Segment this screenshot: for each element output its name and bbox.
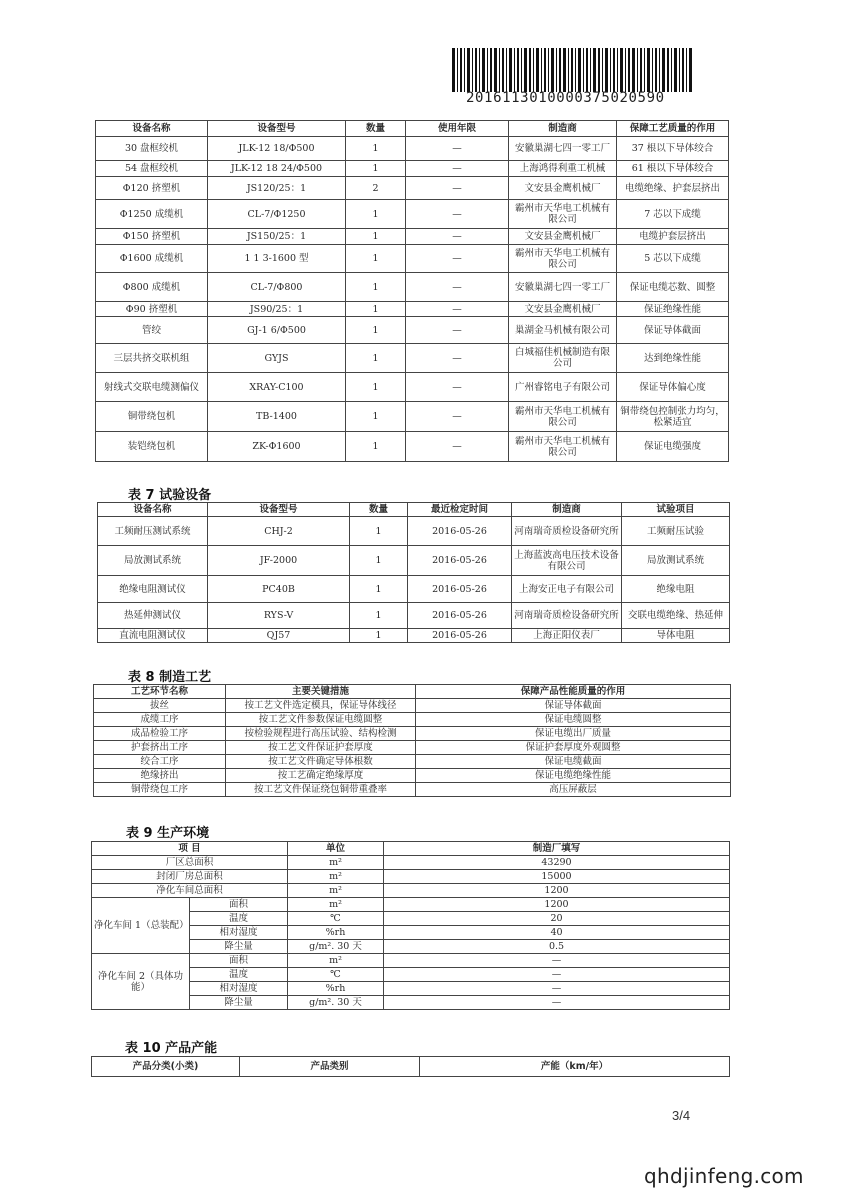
- table-cell: 装铠绕包机: [96, 432, 208, 462]
- column-header: 设备型号: [208, 503, 350, 517]
- table-cell: —: [406, 273, 509, 302]
- table-cell: 保证导体截面: [617, 317, 729, 344]
- table-cell: —: [384, 982, 730, 996]
- section-title-table8: 表 8 制造工艺: [128, 670, 212, 685]
- table-cell: 霸州市天华电工机械有限公司: [509, 432, 617, 462]
- table-cell: 按检验规程进行高压试验、结构检测: [226, 727, 416, 741]
- table-cell: 直流电阻测试仪: [98, 629, 208, 643]
- table-cell: JF-2000: [208, 546, 350, 576]
- capacity-table: [91, 1056, 730, 1077]
- table-cell: 1: [346, 344, 406, 373]
- table-cell: 白城福佳机械制造有限公司: [509, 344, 617, 373]
- table-cell: 射线式交联电缆测偏仪: [96, 373, 208, 402]
- table-cell: 上海安正电子有限公司: [512, 576, 622, 603]
- table-cell: 导体电阻: [622, 629, 730, 643]
- table-cell: —: [406, 229, 509, 245]
- table-cell: 绝缘电阻: [622, 576, 730, 603]
- table-row: [96, 245, 729, 273]
- section-title-table10: 表 10 产品产能: [125, 1041, 218, 1056]
- table-row: [92, 884, 730, 898]
- table-cell: 面积: [190, 898, 288, 912]
- page-number: 3/4: [672, 1108, 691, 1123]
- table-header-row: [92, 842, 730, 856]
- column-header: 最近检定时间: [408, 503, 512, 517]
- table-cell: 文安县金鹰机械厂: [509, 177, 617, 200]
- table-row: [92, 870, 730, 884]
- column-header: 产能（km/年）: [420, 1057, 730, 1077]
- table-row: [94, 769, 731, 783]
- table-cell: 巢湖金马机械有限公司: [509, 317, 617, 344]
- table-cell: —: [384, 954, 730, 968]
- table-cell: 按工艺文件保证护套厚度: [226, 741, 416, 755]
- table-cell: 15000: [384, 870, 730, 884]
- table-cell: 2016-05-26: [408, 517, 512, 546]
- table-cell: 交联电缆绝缘、热延伸: [622, 603, 730, 629]
- column-header: 单位: [288, 842, 384, 856]
- table-cell: 1: [346, 245, 406, 273]
- table-cell: 按工艺文件参数保证电缆圆整: [226, 713, 416, 727]
- table-row: [96, 137, 729, 161]
- table-row: [96, 229, 729, 245]
- table-cell: Φ120 挤塑机: [96, 177, 208, 200]
- table-cell: 上海鸿得利重工机械: [509, 161, 617, 177]
- table-cell: 霸州市天华电工机械有限公司: [509, 245, 617, 273]
- table-cell: 安徽巢湖七四一零工厂: [509, 273, 617, 302]
- table-cell: 电缆绝缘、护套层挤出: [617, 177, 729, 200]
- environment-table: [91, 841, 730, 1010]
- table-row: [96, 161, 729, 177]
- table-cell: 1: [346, 161, 406, 177]
- table-row: [98, 603, 730, 629]
- table-row: [98, 546, 730, 576]
- table-cell: 61 根以下导体绞合: [617, 161, 729, 177]
- table-cell: RYS-V: [208, 603, 350, 629]
- table-cell: 降尘量: [190, 940, 288, 954]
- table-cell: CL-7/Φ800: [208, 273, 346, 302]
- table-cell: Φ800 成缆机: [96, 273, 208, 302]
- column-header: 工艺环节名称: [94, 685, 226, 699]
- table-cell: 上海蓝波高电压技术设备有限公司: [512, 546, 622, 576]
- table-cell: —: [406, 200, 509, 229]
- table-cell: 高压屏蔽层: [416, 783, 731, 797]
- table-cell: JLK-12 18 24/Φ500: [208, 161, 346, 177]
- table-cell: Φ1250 成缆机: [96, 200, 208, 229]
- barcode-image: [452, 48, 692, 92]
- column-header: 保障工艺质量的作用: [617, 121, 729, 137]
- table-cell: 按工艺文件确定导体根数: [226, 755, 416, 769]
- column-header: 主要关键措施: [226, 685, 416, 699]
- table-row: [96, 177, 729, 200]
- table-cell: ℃: [288, 912, 384, 926]
- table-cell: 安徽巢湖七四一零工厂: [509, 137, 617, 161]
- table-cell: 1: [346, 302, 406, 317]
- column-header: 数量: [350, 503, 408, 517]
- table-cell: 1200: [384, 898, 730, 912]
- table-cell: 保证电缆芯数、圆整: [617, 273, 729, 302]
- column-header: 数量: [346, 121, 406, 137]
- test-equipment-table: [97, 502, 730, 643]
- table-cell: 保证导体截面: [416, 699, 731, 713]
- table-cell: 1: [346, 432, 406, 462]
- table-row: [92, 856, 730, 870]
- column-header: 项 目: [92, 842, 288, 856]
- table-cell: m²: [288, 954, 384, 968]
- table-cell: 30 盘框绞机: [96, 137, 208, 161]
- table-row: [96, 432, 729, 462]
- table-cell: 铜带绕包工序: [94, 783, 226, 797]
- table-cell: 20: [384, 912, 730, 926]
- table-cell: 绝缘电阻测试仪: [98, 576, 208, 603]
- watermark-text: qhdjinfeng.com: [644, 1164, 804, 1188]
- table-cell: 7 芯以下成缆: [617, 200, 729, 229]
- table-cell: 保证电缆强度: [617, 432, 729, 462]
- table-cell: 绞合工序: [94, 755, 226, 769]
- table-cell: GJ-1 6/Φ500: [208, 317, 346, 344]
- table-row: [94, 713, 731, 727]
- table-cell: 铜带绕包控制张力均匀，松紧适宜: [617, 402, 729, 432]
- section-title-table9: 表 9 生产环境: [126, 826, 210, 841]
- table-cell: ZK-Φ1600: [208, 432, 346, 462]
- equipment-table: [95, 120, 729, 462]
- table-cell: 霸州市天华电工机械有限公司: [509, 402, 617, 432]
- table-cell: 保证电缆圆整: [416, 713, 731, 727]
- table-cell: m²: [288, 898, 384, 912]
- table-cell: 工频耐压试验: [622, 517, 730, 546]
- column-header: 制造厂填写: [384, 842, 730, 856]
- column-header: 产品分类(小类): [92, 1057, 240, 1077]
- table-cell: 43290: [384, 856, 730, 870]
- table-cell: 霸州市天华电工机械有限公司: [509, 200, 617, 229]
- table-cell: m²: [288, 856, 384, 870]
- table-cell: 成品检验工序: [94, 727, 226, 741]
- table-cell: 绝缘挤出: [94, 769, 226, 783]
- table-cell: 2016-05-26: [408, 629, 512, 643]
- table-cell: %rh: [288, 926, 384, 940]
- column-header: 设备型号: [208, 121, 346, 137]
- table-cell: 拔丝: [94, 699, 226, 713]
- table-row: [96, 317, 729, 344]
- table-cell: 河南瑞奇质检设备研究所: [512, 603, 622, 629]
- table-cell: 净化车间总面积: [92, 884, 288, 898]
- table-row: [94, 727, 731, 741]
- table-cell: —: [384, 968, 730, 982]
- table-cell: 广州睿铭电子有限公司: [509, 373, 617, 402]
- table-cell: —: [406, 317, 509, 344]
- table-row: [94, 741, 731, 755]
- table-row: [96, 373, 729, 402]
- section-title-table7: 表 7 试验设备: [128, 488, 212, 503]
- table-cell: 降尘量: [190, 996, 288, 1010]
- table-cell: 1 1 3-1600 型: [208, 245, 346, 273]
- table-cell: —: [406, 344, 509, 373]
- table-cell: 1: [346, 200, 406, 229]
- group-label: 净化车间 2（具体功能）: [92, 954, 190, 1010]
- table-cell: g/m². 30 天: [288, 996, 384, 1010]
- table-cell: 按工艺文件保证绕包铜带重叠率: [226, 783, 416, 797]
- table-cell: 2: [346, 177, 406, 200]
- table-cell: 5 芯以下成缆: [617, 245, 729, 273]
- table-row: [96, 273, 729, 302]
- table-cell: ℃: [288, 968, 384, 982]
- table-row: [96, 344, 729, 373]
- table-row: [96, 402, 729, 432]
- table-cell: 保证电缆出厂质量: [416, 727, 731, 741]
- table-row: [96, 302, 729, 317]
- table-cell: m²: [288, 884, 384, 898]
- table-cell: JS150/25：1: [208, 229, 346, 245]
- table-cell: 文安县金鹰机械厂: [509, 229, 617, 245]
- table-cell: 1: [346, 273, 406, 302]
- table-cell: —: [406, 245, 509, 273]
- table-cell: 热延伸测试仪: [98, 603, 208, 629]
- table-row: [96, 200, 729, 229]
- table-cell: 1: [350, 629, 408, 643]
- table-cell: —: [384, 996, 730, 1010]
- table-cell: —: [406, 137, 509, 161]
- table-cell: QJ57: [208, 629, 350, 643]
- table-cell: 1: [346, 373, 406, 402]
- table-header-row: [92, 1057, 730, 1077]
- table-cell: 1: [350, 546, 408, 576]
- table-cell: 温度: [190, 912, 288, 926]
- table-cell: 1: [350, 517, 408, 546]
- table-cell: 2016-05-26: [408, 603, 512, 629]
- table-cell: 成缆工序: [94, 713, 226, 727]
- column-header: 试验项目: [622, 503, 730, 517]
- table-cell: 厂区总面积: [92, 856, 288, 870]
- table-cell: Φ90 挤塑机: [96, 302, 208, 317]
- table-cell: 上海正阳仪表厂: [512, 629, 622, 643]
- table-cell: 三层共挤交联机组: [96, 344, 208, 373]
- table-row: [94, 783, 731, 797]
- table-header-row: [98, 503, 730, 517]
- table-cell: 护套挤出工序: [94, 741, 226, 755]
- table-row: [98, 576, 730, 603]
- group-label: 净化车间 1（总装配）: [92, 898, 190, 954]
- process-table: [93, 684, 731, 797]
- table-cell: Φ1600 成缆机: [96, 245, 208, 273]
- table-cell: PC40B: [208, 576, 350, 603]
- table-cell: m²: [288, 870, 384, 884]
- table-row: [98, 517, 730, 546]
- table-cell: 1: [346, 317, 406, 344]
- table-cell: XRAY-C100: [208, 373, 346, 402]
- column-header: 制造商: [509, 121, 617, 137]
- table-cell: 电缆护套层挤出: [617, 229, 729, 245]
- table-cell: 1: [346, 137, 406, 161]
- table-cell: 1: [350, 603, 408, 629]
- table-cell: JLK-12 18/Φ500: [208, 137, 346, 161]
- table-row: [98, 629, 730, 643]
- table-cell: g/m². 30 天: [288, 940, 384, 954]
- table-cell: 0.5: [384, 940, 730, 954]
- table-cell: 1: [346, 229, 406, 245]
- table-cell: 1200: [384, 884, 730, 898]
- table-cell: 工频耐压测试系统: [98, 517, 208, 546]
- table-header-row: [96, 121, 729, 137]
- table-cell: 2016-05-26: [408, 576, 512, 603]
- table-cell: 局放测试系统: [98, 546, 208, 576]
- table-cell: 封闭厂房总面积: [92, 870, 288, 884]
- table-cell: —: [406, 177, 509, 200]
- column-header: 产品类别: [240, 1057, 420, 1077]
- table-cell: 铜带绕包机: [96, 402, 208, 432]
- table-cell: 按工艺确定绝缘厚度: [226, 769, 416, 783]
- table-cell: CL-7/Φ1250: [208, 200, 346, 229]
- table-cell: TB-1400: [208, 402, 346, 432]
- table-cell: 保证导体偏心度: [617, 373, 729, 402]
- table-cell: 1: [346, 402, 406, 432]
- table-cell: 2016-05-26: [408, 546, 512, 576]
- table-cell: 保证护套厚度外观圆整: [416, 741, 731, 755]
- column-header: 保障产品性能质量的作用: [416, 685, 731, 699]
- table-cell: 40: [384, 926, 730, 940]
- column-header: 设备名称: [98, 503, 208, 517]
- table-cell: JS90/25：1: [208, 302, 346, 317]
- table-cell: 文安县金鹰机械厂: [509, 302, 617, 317]
- table-row: [92, 898, 730, 912]
- table-cell: 达到绝缘性能: [617, 344, 729, 373]
- table-cell: —: [406, 161, 509, 177]
- table-cell: 面积: [190, 954, 288, 968]
- table-cell: 54 盘框绞机: [96, 161, 208, 177]
- table-row: [94, 755, 731, 769]
- table-cell: —: [406, 402, 509, 432]
- table-cell: 保证电缆绝缘性能: [416, 769, 731, 783]
- table-header-row: [94, 685, 731, 699]
- column-header: 制造商: [512, 503, 622, 517]
- table-cell: 局放测试系统: [622, 546, 730, 576]
- table-cell: 河南瑞奇质检设备研究所: [512, 517, 622, 546]
- table-cell: 按工艺文件选定模具，保证导体线径: [226, 699, 416, 713]
- table-cell: 保证绝缘性能: [617, 302, 729, 317]
- table-row: [92, 954, 730, 968]
- table-cell: JS120/25：1: [208, 177, 346, 200]
- table-cell: —: [406, 302, 509, 317]
- column-header: 设备名称: [96, 121, 208, 137]
- table-cell: 相对湿度: [190, 982, 288, 996]
- table-cell: 37 根以下导体绞合: [617, 137, 729, 161]
- table-cell: CHJ-2: [208, 517, 350, 546]
- table-cell: —: [406, 373, 509, 402]
- table-cell: 保证电缆截面: [416, 755, 731, 769]
- table-cell: %rh: [288, 982, 384, 996]
- table-cell: 相对湿度: [190, 926, 288, 940]
- table-row: [94, 699, 731, 713]
- column-header: 使用年限: [406, 121, 509, 137]
- table-cell: 1: [350, 576, 408, 603]
- table-cell: —: [406, 432, 509, 462]
- barcode-number: 20161130100003750205​90: [466, 90, 665, 106]
- table-cell: Φ150 挤塑机: [96, 229, 208, 245]
- table-cell: GYJS: [208, 344, 346, 373]
- table-cell: 温度: [190, 968, 288, 982]
- table-cell: 管绞: [96, 317, 208, 344]
